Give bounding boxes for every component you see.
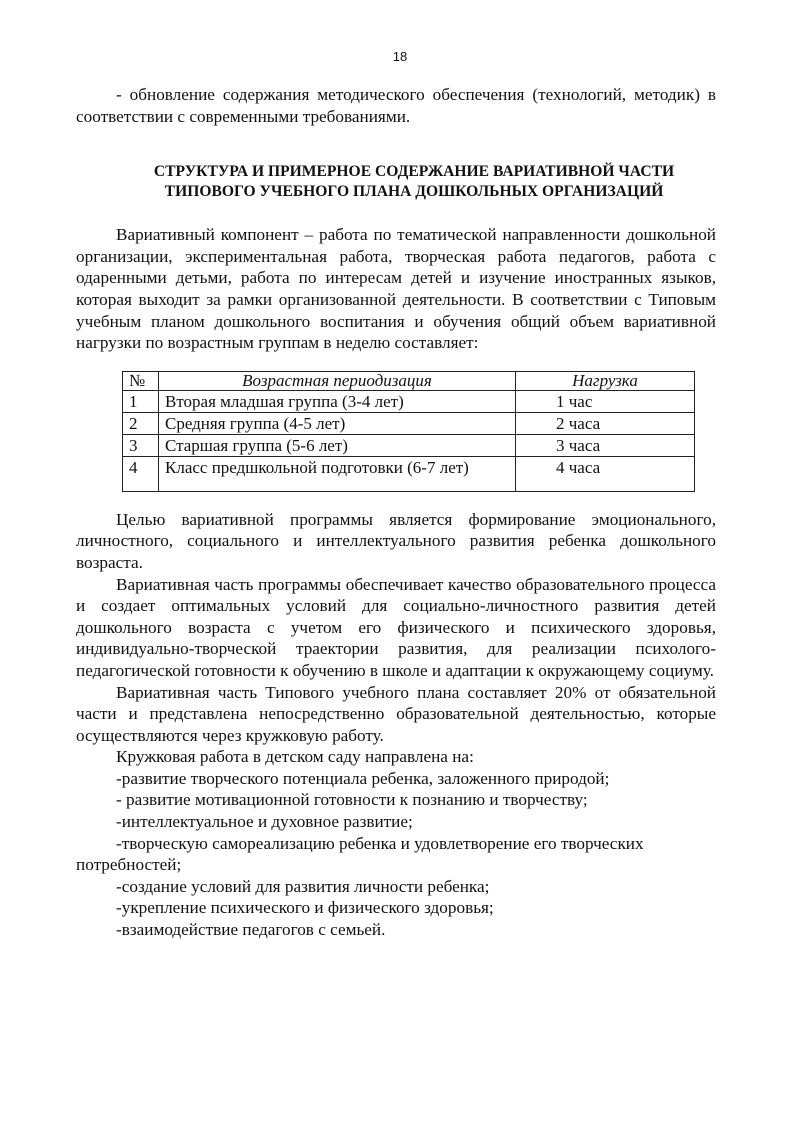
heading-line-2: ТИПОВОГО УЧЕБНОГО ПЛАНА ДОШКОЛЬНЫХ ОРГАНИЗАЦИЙ xyxy=(164,183,664,201)
table-header-number: № xyxy=(123,371,159,390)
list-item: -взаимодействие педагогов с семьей. xyxy=(116,920,386,940)
list-item: -укрепление психического и физического здоровья; xyxy=(116,898,494,918)
table-cell-number: 4 xyxy=(123,456,159,491)
load-table xyxy=(122,371,695,492)
paragraph-share: Вариативная часть Типового учебного плана составляет 20% от обязательной части и представлена непосредственно образовательной деятельностью, которые осуществляются через кружковую работу. xyxy=(76,682,716,745)
table-cell-period: Средняя группа (4-5 лет) xyxy=(159,412,516,434)
table-header-row xyxy=(123,371,695,390)
table-cell-period: Старшая группа (5-6 лет) xyxy=(159,434,516,456)
section-heading xyxy=(76,162,716,202)
page-content xyxy=(76,84,716,941)
list-item: -интеллектуальное и духовное развитие; xyxy=(116,812,413,832)
table-cell-number: 2 xyxy=(123,412,159,434)
list-item: -развитие творческого потенциала ребенка, заложенного природой; xyxy=(116,768,610,788)
paragraph-program-goal: Целью вариативной программы является формирование эмоционального, личностного, социального и интеллектуального развития ребенка дошкольного возраста. xyxy=(76,509,716,572)
table-cell-load: 3 часа xyxy=(516,434,695,456)
load-table-wrapper xyxy=(122,371,716,492)
table-row xyxy=(123,456,695,491)
table-header-load: Нагрузка xyxy=(516,371,695,390)
intro-paragraph: - обновление содержания методического обеспечения (технологий, методик) в соответствии с современными требованиями. xyxy=(76,85,716,126)
table-row xyxy=(123,390,695,412)
table-header-period: Возрастная периодизация xyxy=(159,371,516,390)
list-item: - развитие мотивационной готовности к познанию и творчеству; xyxy=(116,790,588,810)
table-cell-load: 2 часа xyxy=(516,412,695,434)
heading-line-1: СТРУКТУРА И ПРИМЕРНОЕ СОДЕРЖАНИЕ ВАРИАТИВНОЙ ЧАСТИ xyxy=(153,163,675,181)
table-cell-load: 1 час xyxy=(516,390,695,412)
list-intro: Кружковая работа в детском саду направлена на: xyxy=(116,747,474,767)
table-cell-number: 1 xyxy=(123,390,159,412)
paragraph-program-quality: Вариативная часть программы обеспечивает качество образовательного процесса и создает оптимальных условий для социально-личностного развития детей дошкольного возраста с учетом его физического и психического здоровья, индивидуально-творческой траектории развития, для реализации психолого-педагогической готовности к обучению в школе и адаптации к окружающему социуму. xyxy=(76,574,716,680)
table-row xyxy=(123,434,695,456)
list-item: -создание условий для развития личности ребенка; xyxy=(116,876,490,896)
page-number: 18 xyxy=(392,49,408,64)
table-cell-period: Вторая младшая группа (3-4 лет) xyxy=(159,390,516,412)
list-item: -творческую самореализацию ребенка и удовлетворение его творческих потребностей; xyxy=(76,833,644,875)
table-cell-period: Класс предшкольной подготовки (6-7 лет) xyxy=(159,456,516,491)
table-row xyxy=(123,412,695,434)
table-cell-load: 4 часа xyxy=(516,456,695,491)
paragraph-variative-component: Вариативный компонент – работа по тематической направленности дошкольной организации, экспериментальная работа, творческая работа педагогов, работа с одаренными детьми, работа по интересам детей и изучение иностранных языков, которая выходит за рамки организованной деятельности. В соответствии с Типовым учебным планом дошкольного воспитания и обучения общий объем вариативной нагрузки по возрастным группам в неделю составляет: xyxy=(76,225,716,353)
table-cell-number: 3 xyxy=(123,434,159,456)
